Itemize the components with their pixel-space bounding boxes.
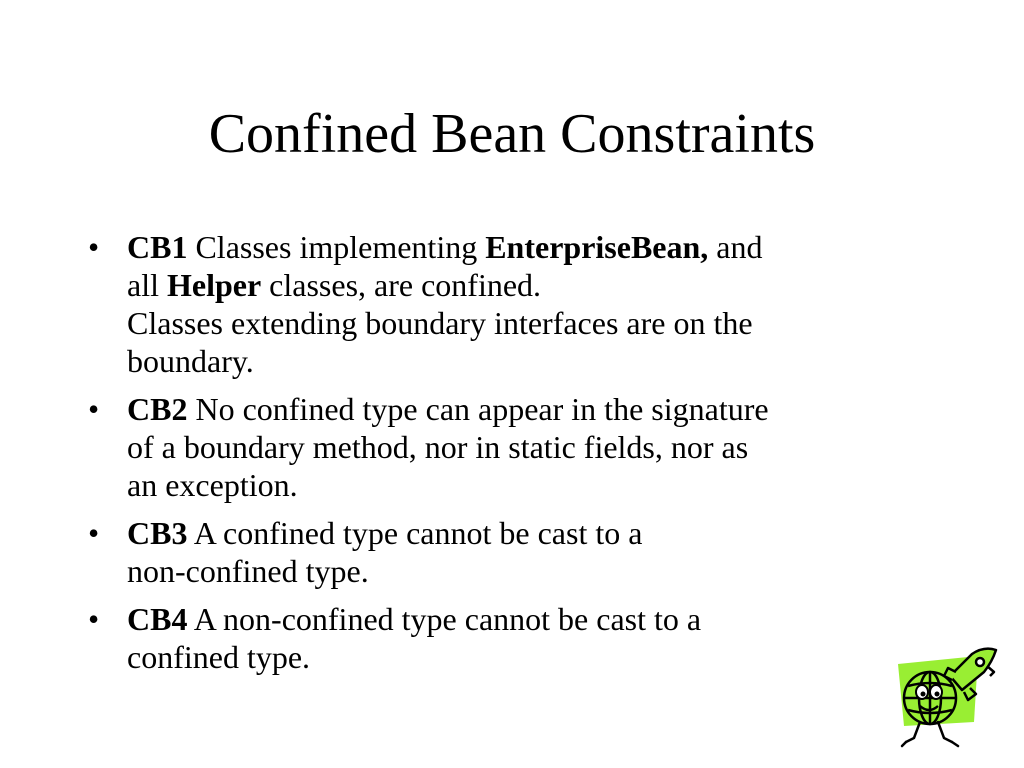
bullet-line: an exception. [127, 467, 298, 503]
bullet-bold-term: EnterpriseBean, [485, 229, 709, 265]
bullet-line [127, 390, 946, 428]
bullet-cb1 [86, 228, 946, 380]
bullet-text: No confined type can appear in the signature [187, 391, 769, 427]
bullet-marker: • [88, 601, 100, 637]
bullet-line: boundary. [127, 343, 254, 379]
bullet-cb4 [86, 600, 946, 676]
bullet-line: of a boundary method, nor in static fields, nor as [127, 429, 749, 465]
bullet-label: CB3 [127, 515, 188, 551]
bullet-text: classes, are confined. [261, 267, 542, 303]
bullet-marker: • [88, 229, 100, 265]
slide-title: Confined Bean Constraints [208, 103, 816, 165]
bullet-bold-term: Helper [166, 267, 262, 303]
bullet-line: confined type. [127, 639, 311, 675]
bullet-label: CB1 [127, 229, 188, 265]
bullet-line [127, 600, 946, 638]
bullet-line [127, 514, 946, 552]
bullet-line: Classes extending boundary interfaces are on the [127, 305, 753, 341]
bullet-cb3 [86, 514, 946, 590]
bullet-marker: • [88, 391, 100, 427]
bullet-label: CB2 [127, 391, 188, 427]
globe-rocket-mascot-icon [892, 642, 1002, 752]
bullet-line: non-confined type. [127, 553, 369, 589]
bullet-text: Classes implementing [187, 229, 486, 265]
bullet-text: and [708, 229, 763, 265]
bullet-marker: • [88, 515, 100, 551]
bullet-line [127, 266, 946, 304]
bullet-text: A confined type cannot be cast to a [187, 515, 643, 551]
bullet-label: CB4 [127, 601, 188, 637]
bullet-text: all [127, 267, 167, 303]
bullet-list [86, 228, 946, 686]
bullet-line [127, 228, 946, 266]
bullet-cb2 [86, 390, 946, 504]
bullet-text: A non-confined type cannot be cast to a [187, 601, 702, 637]
